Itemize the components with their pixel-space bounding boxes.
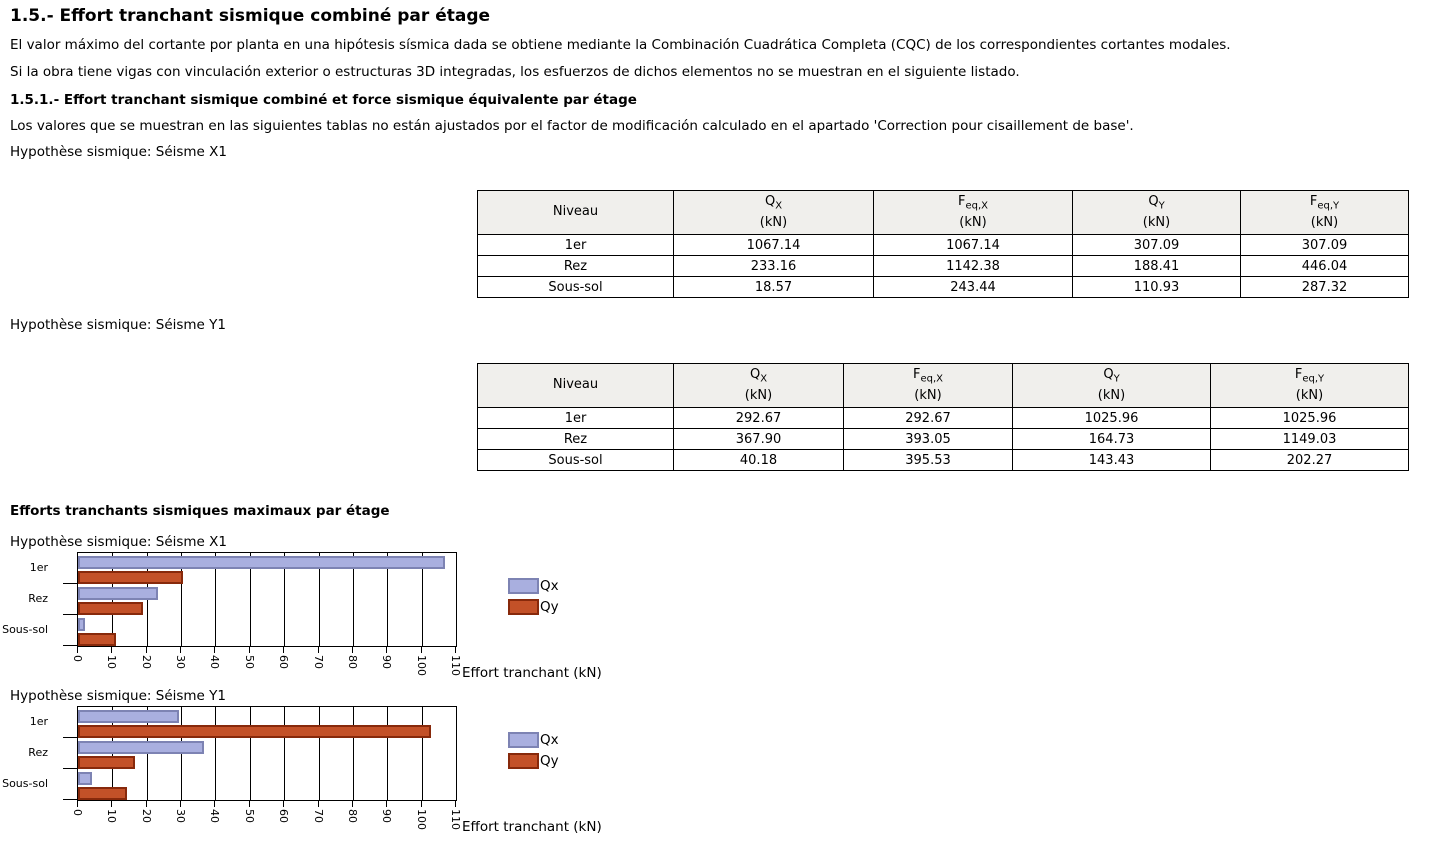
gridline bbox=[215, 707, 216, 800]
x-axis-tick bbox=[111, 801, 112, 807]
data-cell: 18.57 bbox=[674, 277, 874, 298]
x-tick-label: 30 bbox=[174, 809, 187, 823]
column-symbol: $Q_X$ bbox=[764, 193, 783, 212]
data-cell: 393.05 bbox=[844, 429, 1013, 450]
data-cell: 164.73 bbox=[1013, 429, 1211, 450]
gridline bbox=[250, 707, 251, 800]
legend bbox=[508, 578, 559, 620]
data-cell: 292.67 bbox=[844, 408, 1013, 429]
x-tick-label: 20 bbox=[140, 809, 153, 823]
qx-bar bbox=[78, 710, 179, 723]
y-axis-tick bbox=[63, 614, 77, 615]
category-label: 1er bbox=[29, 561, 48, 574]
charts-heading: Efforts tranchants sismiques maximaux par étage bbox=[10, 503, 390, 519]
legend-item bbox=[508, 732, 559, 748]
x-axis-tick bbox=[180, 801, 181, 807]
data-cell: 40.18 bbox=[674, 450, 844, 471]
x-tick-label: 0 bbox=[71, 655, 84, 662]
data-cell: 1067.14 bbox=[874, 235, 1073, 256]
x-tick-label: 10 bbox=[105, 809, 118, 823]
y-axis-tick bbox=[63, 737, 77, 738]
x-tick-label: 70 bbox=[312, 655, 325, 669]
x-axis-tick bbox=[455, 801, 456, 807]
data-cell: Rez bbox=[478, 429, 674, 450]
qx-bar bbox=[78, 741, 204, 754]
column-header bbox=[1241, 191, 1409, 235]
x-axis-tick bbox=[386, 647, 387, 653]
section-title: 1.5.- Effort tranchant sismique combiné par étage bbox=[10, 6, 491, 26]
plot-area bbox=[77, 552, 457, 647]
shear-table-x1 bbox=[477, 190, 1409, 298]
data-cell: Sous-sol bbox=[478, 277, 674, 298]
data-cell: 1067.14 bbox=[674, 235, 874, 256]
column-symbol: $Q_Y$ bbox=[1148, 193, 1165, 212]
y-axis-tick bbox=[63, 799, 77, 800]
hypothesis-label-x1: Hypothèse sismique: Séisme X1 bbox=[10, 144, 227, 160]
data-cell: 292.67 bbox=[674, 408, 844, 429]
column-symbol: $F_{eq,Y}$ bbox=[1294, 366, 1325, 385]
x-axis-tick bbox=[146, 647, 147, 653]
table-row bbox=[478, 277, 1409, 298]
y-axis-tick bbox=[63, 768, 77, 769]
x-axis-tick bbox=[421, 801, 422, 807]
header-row bbox=[478, 364, 1409, 408]
qy-bar bbox=[78, 633, 116, 646]
x-tick-label: 60 bbox=[277, 655, 290, 669]
qy-bar bbox=[78, 725, 431, 738]
qy-bar bbox=[78, 602, 143, 615]
qx-bar bbox=[78, 618, 85, 631]
category-label: 1er bbox=[29, 715, 48, 728]
qy-legend-swatch bbox=[508, 599, 539, 615]
data-cell: 395.53 bbox=[844, 450, 1013, 471]
column-header: Niveau bbox=[478, 191, 674, 235]
data-cell: 307.09 bbox=[1241, 235, 1409, 256]
data-cell: 1er bbox=[478, 408, 674, 429]
column-unit: (kN) bbox=[1310, 214, 1339, 230]
x-tick-label: 20 bbox=[140, 655, 153, 669]
column-unit: (kN) bbox=[744, 387, 773, 403]
x-tick-label: 100 bbox=[415, 655, 428, 676]
legend-item bbox=[508, 599, 559, 615]
x-axis-tick bbox=[318, 801, 319, 807]
table-row bbox=[478, 408, 1409, 429]
gridline bbox=[387, 707, 388, 800]
gridline bbox=[422, 707, 423, 800]
column-header bbox=[674, 191, 874, 235]
data-cell: 446.04 bbox=[1241, 256, 1409, 277]
x-tick-label: 60 bbox=[277, 809, 290, 823]
data-cell: Sous-sol bbox=[478, 450, 674, 471]
qy-bar bbox=[78, 756, 135, 769]
column-header bbox=[874, 191, 1073, 235]
x-axis-tick bbox=[77, 647, 78, 653]
x-tick-label: 110 bbox=[449, 809, 462, 830]
column-unit: (kN) bbox=[1142, 214, 1171, 230]
qy-bar bbox=[78, 571, 183, 584]
subsection-title: 1.5.1.- Effort tranchant sismique combiné et force sismique équivalente par étage bbox=[10, 92, 637, 108]
chart-title: Hypothèse sismique: Séisme Y1 bbox=[10, 688, 226, 704]
x-axis-tick bbox=[318, 647, 319, 653]
column-unit: (kN) bbox=[914, 387, 942, 403]
qy-bar bbox=[78, 787, 127, 800]
data-cell: 1025.96 bbox=[1013, 408, 1211, 429]
data-cell: 233.16 bbox=[674, 256, 874, 277]
column-symbol: $Q_X$ bbox=[749, 366, 768, 385]
qx-legend-swatch bbox=[508, 578, 539, 594]
x-tick-label: 10 bbox=[105, 655, 118, 669]
x-axis-tick bbox=[214, 801, 215, 807]
data-cell: 188.41 bbox=[1073, 256, 1241, 277]
paragraph: Los valores que se muestran en las siguientes tablas no están ajustados por el factor de modificación calculado en el apartado 'Correction pour cisaillement de base'. bbox=[10, 118, 1134, 134]
x-tick-label: 50 bbox=[243, 809, 256, 823]
qx-bar bbox=[78, 587, 158, 600]
x-tick-label: 50 bbox=[243, 655, 256, 669]
data-cell: 1025.96 bbox=[1211, 408, 1409, 429]
column-symbol: $F_{eq,X}$ bbox=[912, 366, 943, 385]
x-axis-tick bbox=[283, 647, 284, 653]
column-header bbox=[1073, 191, 1241, 235]
data-cell: 143.43 bbox=[1013, 450, 1211, 471]
gridline bbox=[284, 707, 285, 800]
legend-label: Qx bbox=[540, 732, 559, 748]
data-cell: 307.09 bbox=[1073, 235, 1241, 256]
qx-bar bbox=[78, 556, 445, 569]
column-header bbox=[1013, 364, 1211, 408]
data-cell: 1149.03 bbox=[1211, 429, 1409, 450]
column-unit: (kN) bbox=[1097, 387, 1126, 403]
chart-seisme-y1 bbox=[0, 688, 740, 846]
category-label: Sous-sol bbox=[2, 777, 48, 790]
table-row bbox=[478, 256, 1409, 277]
gridline bbox=[353, 707, 354, 800]
data-cell: 367.90 bbox=[674, 429, 844, 450]
qx-legend-swatch bbox=[508, 732, 539, 748]
x-axis-tick bbox=[249, 801, 250, 807]
legend-label: Qy bbox=[540, 599, 559, 615]
column-symbol: $Q_Y$ bbox=[1103, 366, 1120, 385]
legend-item bbox=[508, 578, 559, 594]
data-cell: 110.93 bbox=[1073, 277, 1241, 298]
hypothesis-label-y1: Hypothèse sismique: Séisme Y1 bbox=[10, 317, 226, 333]
plot-area bbox=[77, 706, 457, 801]
column-unit: (kN) bbox=[759, 214, 788, 230]
x-tick-label: 110 bbox=[449, 655, 462, 676]
x-axis-tick bbox=[386, 801, 387, 807]
column-header bbox=[1211, 364, 1409, 408]
qx-bar bbox=[78, 772, 92, 785]
x-tick-label: 80 bbox=[346, 655, 359, 669]
x-axis-tick bbox=[146, 801, 147, 807]
x-tick-label: 70 bbox=[312, 809, 325, 823]
chart-title: Hypothèse sismique: Séisme X1 bbox=[10, 534, 227, 550]
x-axis-tick bbox=[421, 647, 422, 653]
x-tick-label: 90 bbox=[380, 809, 393, 823]
header-row bbox=[478, 191, 1409, 235]
paragraph: El valor máximo del cortante por planta en una hipótesis sísmica dada se obtiene mediante la Combinación Cuadrática Completa (CQC) de los correspondientes cortantes modales. bbox=[10, 37, 1231, 53]
category-label: Sous-sol bbox=[2, 623, 48, 636]
x-tick-label: 40 bbox=[208, 809, 221, 823]
x-axis-tick bbox=[111, 647, 112, 653]
x-tick-label: 30 bbox=[174, 655, 187, 669]
x-tick-label: 0 bbox=[71, 809, 84, 816]
x-axis-tick bbox=[77, 801, 78, 807]
chart-seisme-x1 bbox=[0, 534, 740, 692]
gridline bbox=[319, 707, 320, 800]
x-axis-tick bbox=[214, 647, 215, 653]
table-row bbox=[478, 235, 1409, 256]
data-cell: 243.44 bbox=[874, 277, 1073, 298]
x-axis-tick bbox=[283, 801, 284, 807]
x-axis-tick bbox=[352, 801, 353, 807]
x-axis-tick bbox=[455, 647, 456, 653]
data-cell: 1142.38 bbox=[874, 256, 1073, 277]
column-header bbox=[844, 364, 1013, 408]
data-cell: 287.32 bbox=[1241, 277, 1409, 298]
column-header bbox=[674, 364, 844, 408]
x-tick-label: 90 bbox=[380, 655, 393, 669]
y-axis-tick bbox=[63, 645, 77, 646]
x-axis-title: Effort tranchant (kN) bbox=[462, 665, 602, 681]
data-cell: Rez bbox=[478, 256, 674, 277]
x-axis-tick bbox=[249, 647, 250, 653]
x-tick-label: 80 bbox=[346, 809, 359, 823]
data-cell: 1er bbox=[478, 235, 674, 256]
x-tick-label: 100 bbox=[415, 809, 428, 830]
legend-label: Qx bbox=[540, 578, 559, 594]
legend-item bbox=[508, 753, 559, 769]
y-axis-tick bbox=[63, 583, 77, 584]
column-symbol: $F_{eq,Y}$ bbox=[1309, 193, 1340, 212]
table-row bbox=[478, 450, 1409, 471]
column-header: Niveau bbox=[478, 364, 674, 408]
category-label: Rez bbox=[28, 746, 48, 759]
legend-label: Qy bbox=[540, 753, 559, 769]
legend bbox=[508, 732, 559, 774]
data-cell: 202.27 bbox=[1211, 450, 1409, 471]
category-label: Rez bbox=[28, 592, 48, 605]
x-axis-title: Effort tranchant (kN) bbox=[462, 819, 602, 835]
x-axis-tick bbox=[180, 647, 181, 653]
table-row bbox=[478, 429, 1409, 450]
x-tick-label: 40 bbox=[208, 655, 221, 669]
paragraph: Si la obra tiene vigas con vinculación exterior o estructuras 3D integradas, los esfuerzos de dichos elementos no se muestran en el siguiente listado. bbox=[10, 64, 1020, 80]
x-axis-tick bbox=[352, 647, 353, 653]
column-symbol: $F_{eq,X}$ bbox=[957, 193, 988, 212]
shear-table-y1 bbox=[477, 363, 1409, 471]
qy-legend-swatch bbox=[508, 753, 539, 769]
column-unit: (kN) bbox=[959, 214, 987, 230]
column-unit: (kN) bbox=[1295, 387, 1324, 403]
